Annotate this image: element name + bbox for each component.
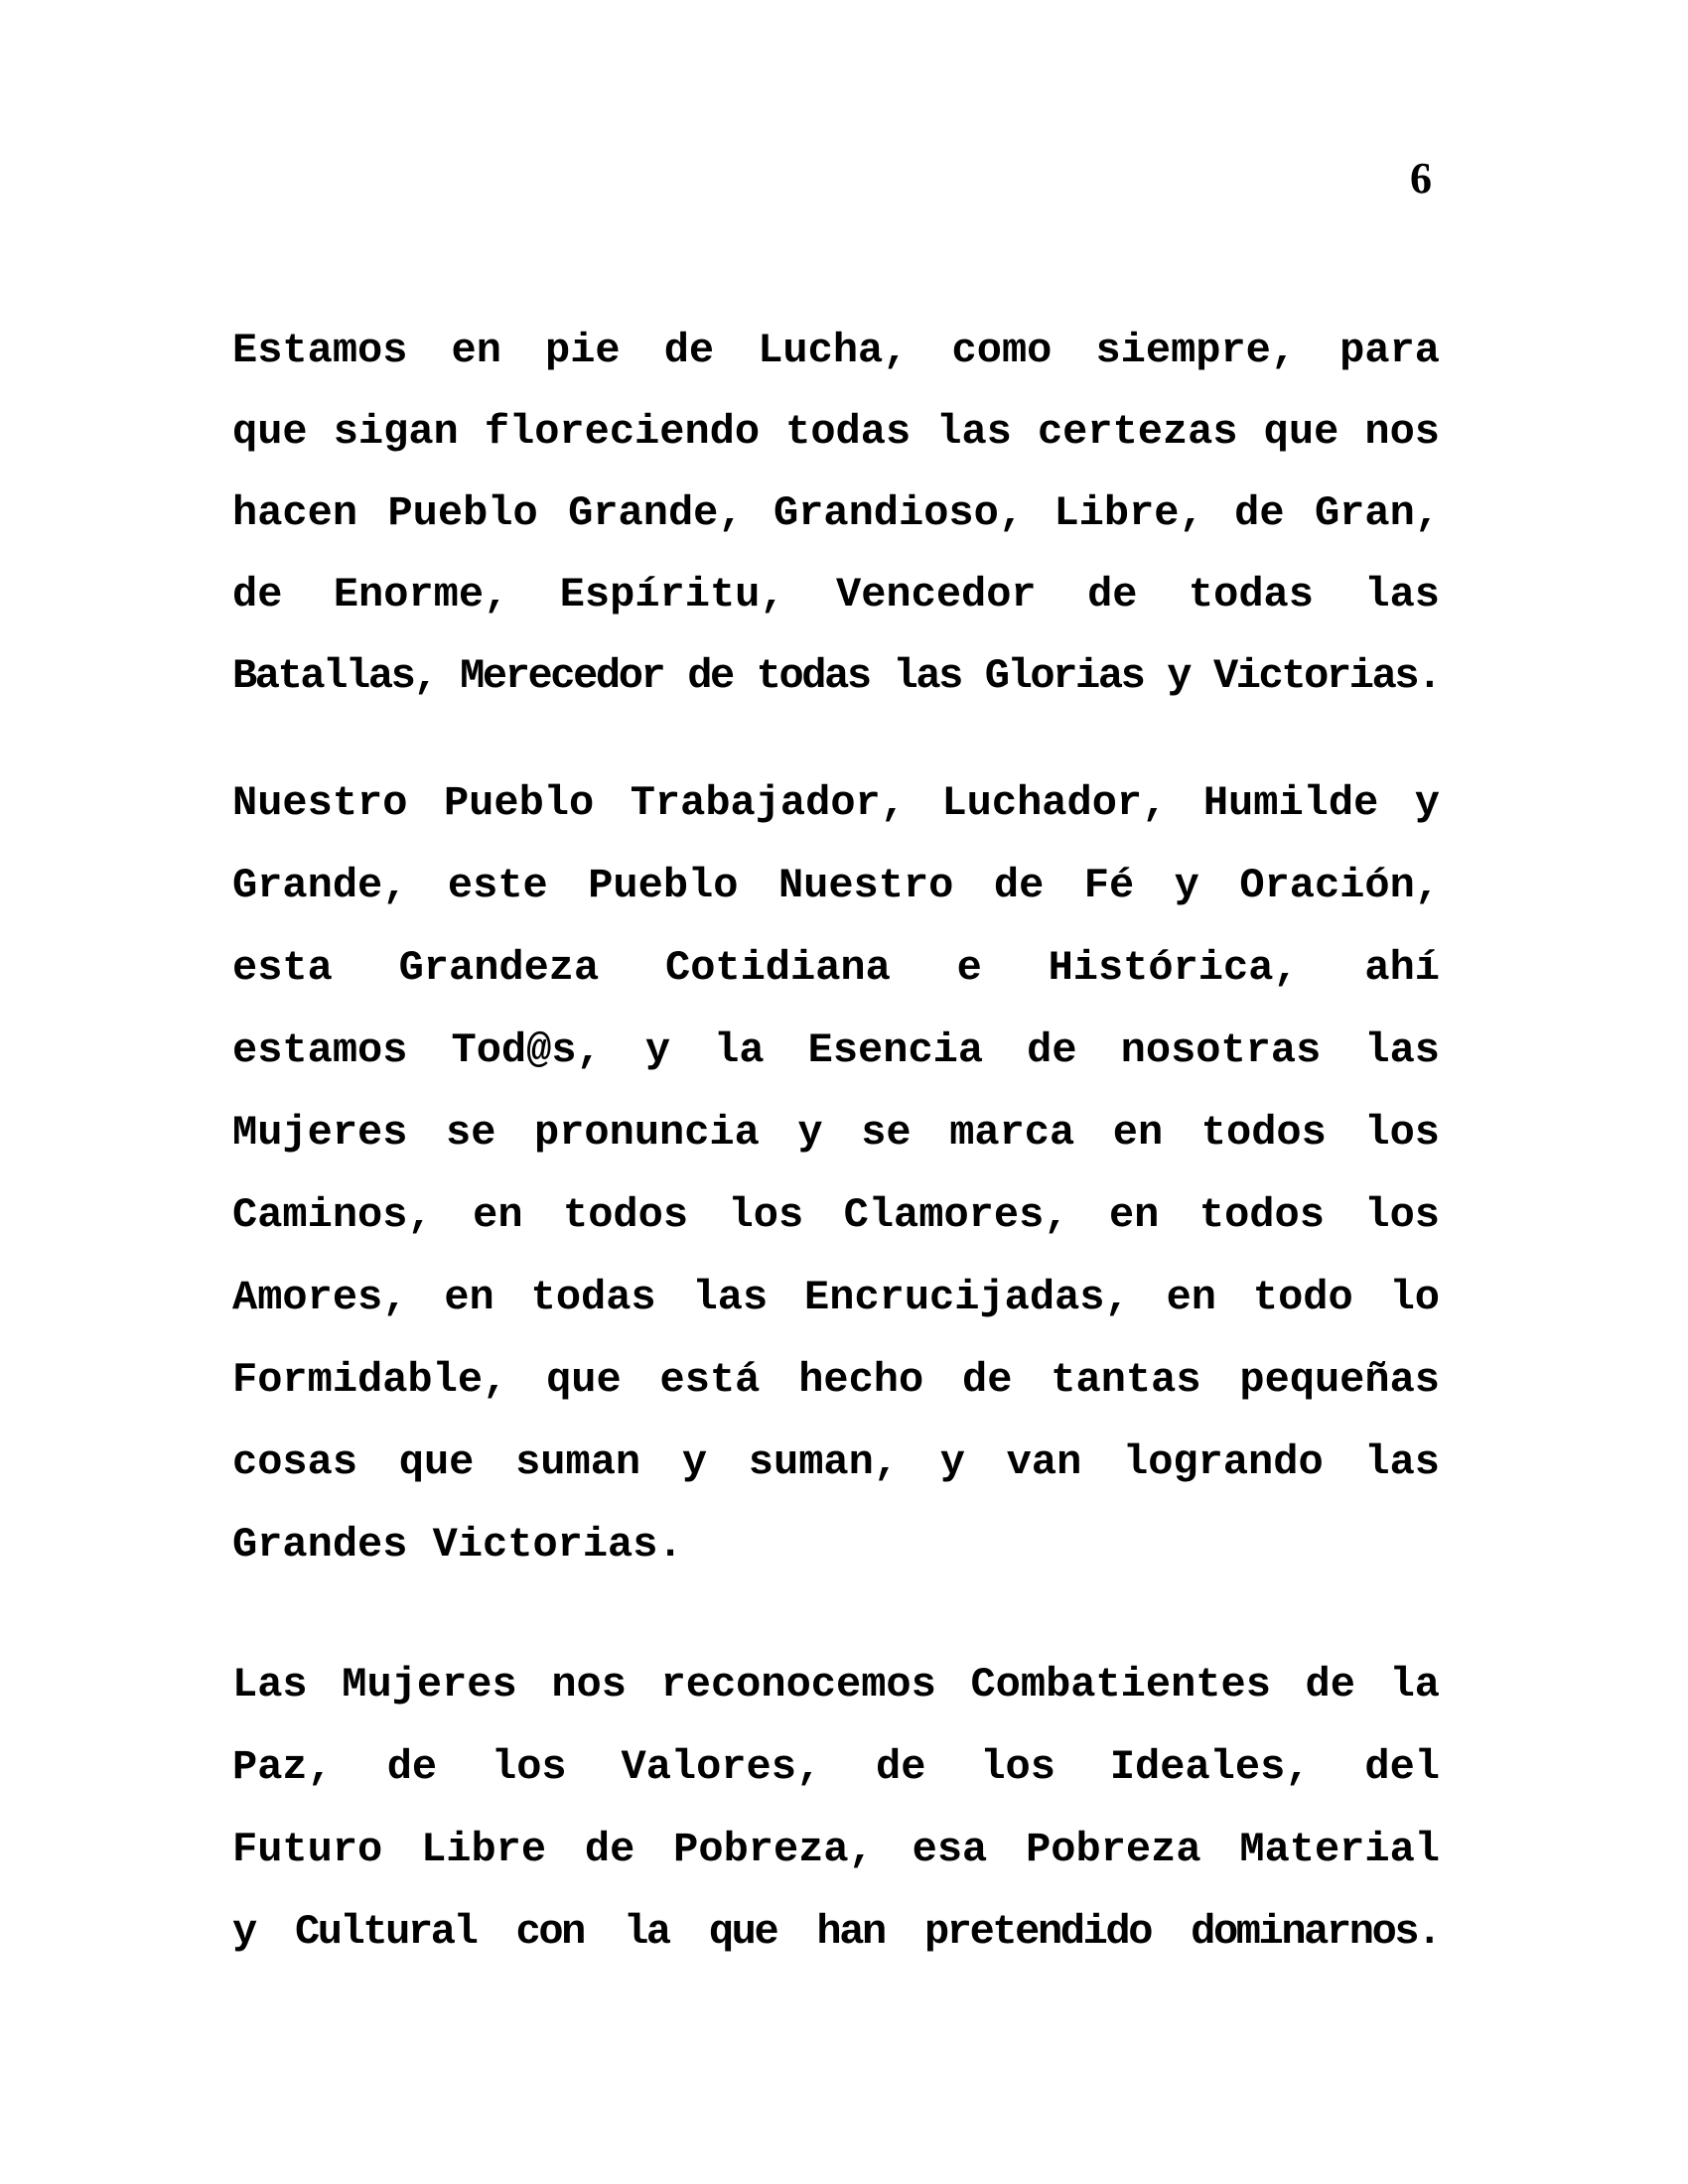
text-line: Caminos, en todos los Clamores, en todos los (232, 1191, 1440, 1239)
text-line: hacen Pueblo Grande, Grandioso, Libre, de Gran, (232, 489, 1440, 537)
text-line: Grandes Victorias. (232, 1521, 683, 1569)
text-line: que sigan floreciendo todas las certezas que nos (232, 408, 1440, 456)
text-line: Paz, de los Valores, de los Ideales, del (232, 1743, 1440, 1791)
text-line: cosas que suman y suman, y van logrando las (232, 1438, 1440, 1486)
page-number: 6 (1410, 154, 1432, 203)
text-line: Mujeres se pronuncia y se marca en todos los (232, 1109, 1440, 1157)
text-line: Grande, este Pueblo Nuestro de Fé y Oración, (232, 862, 1440, 909)
text-line: Nuestro Pueblo Trabajador, Luchador, Humilde y (232, 779, 1440, 827)
text-line: Amores, en todas las Encrucijadas, en todo lo (232, 1274, 1440, 1321)
text-line: y Cultural con la que han pretendido dominarnos. (232, 1908, 1440, 1956)
text-line: esta Grandeza Cotidiana e Histórica, ahí (232, 944, 1440, 992)
text-line: estamos Tod@s, y la Esencia de nosotras las (232, 1026, 1440, 1074)
text-line: Estamos en pie de Lucha, como siempre, para (232, 327, 1440, 374)
text-line: Formidable, que está hecho de tantas pequeñas (232, 1356, 1440, 1404)
text-line: Batallas, Merecedor de todas las Glorias y Victorias. (232, 652, 1440, 700)
text-line: Las Mujeres nos reconocemos Combatientes de la (232, 1661, 1440, 1708)
text-line: de Enorme, Espíritu, Vencedor de todas las (232, 571, 1440, 618)
text-line: Futuro Libre de Pobreza, esa Pobreza Material (232, 1826, 1440, 1873)
